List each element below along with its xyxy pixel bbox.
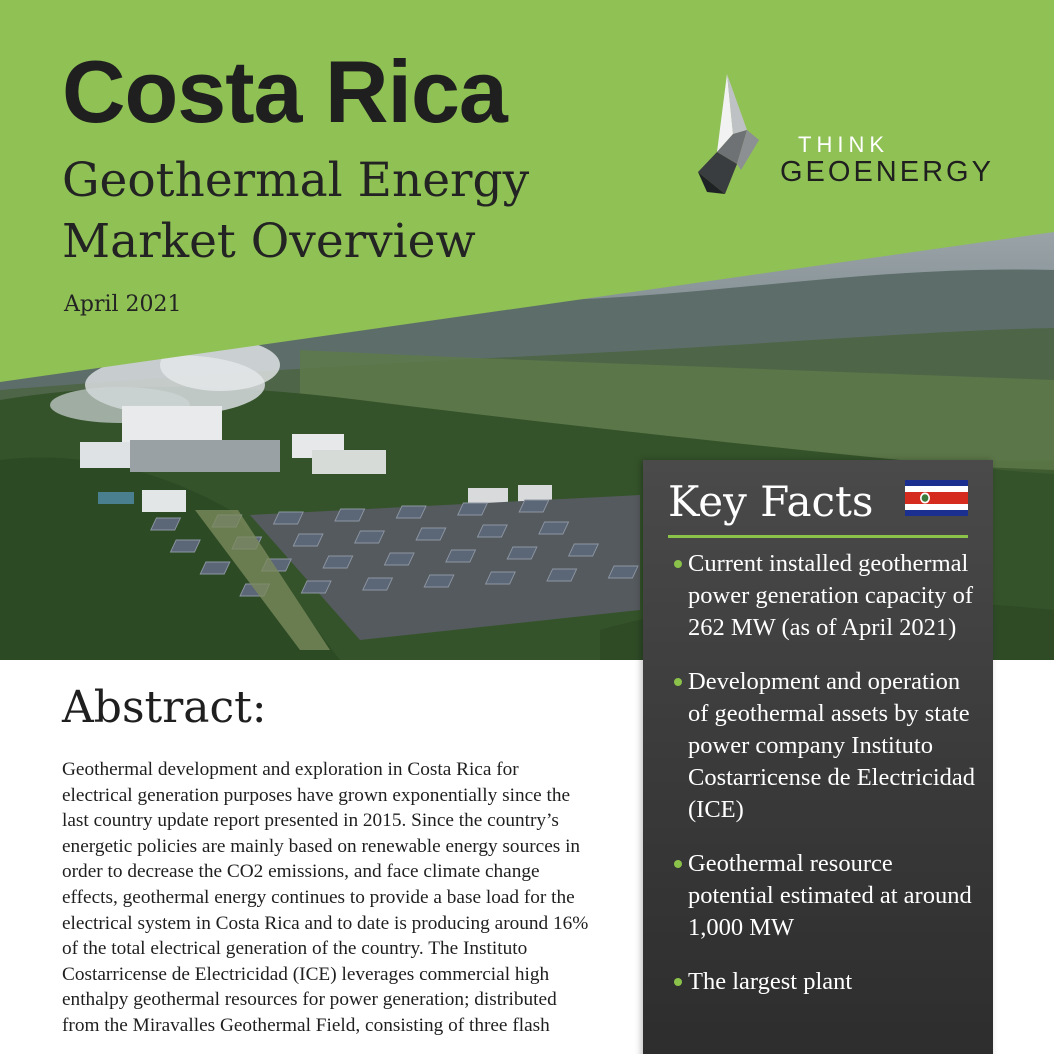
report-subtitle: Geothermal Energy Market Overview (62, 153, 530, 269)
bullet-dot-icon (674, 978, 682, 986)
costa-rica-flag-icon (905, 480, 968, 516)
key-facts-heading: Key Facts (668, 477, 874, 526)
key-fact-item (668, 666, 978, 826)
abstract-heading: Abstract: (62, 682, 267, 733)
key-fact-item (668, 848, 978, 944)
key-fact-text: Current installed geothermal power generation capacity of 262 MW (as of April 2021) (688, 550, 974, 641)
bullet-dot-icon (674, 678, 682, 686)
report-title: Costa Rica (62, 42, 507, 141)
key-fact-text: Geothermal resource potential estimated at around 1,000 MW (688, 850, 972, 941)
bullet-dot-icon (674, 560, 682, 568)
geoenergy-crystal-icon (695, 74, 765, 196)
logo-geoenergy-text: GEOENERGY (780, 156, 994, 188)
key-facts-divider (668, 535, 968, 538)
key-fact-text: Development and operation of geothermal assets by state power company Instituto Costarricense de Electricidad (ICE) (688, 668, 976, 823)
key-fact-item (668, 548, 978, 644)
key-fact-text: The largest plant (688, 968, 853, 995)
bullet-dot-icon (674, 860, 682, 868)
title-banner (0, 0, 1054, 400)
key-facts-panel (643, 460, 993, 1054)
key-facts-list (668, 548, 978, 1020)
key-fact-item (668, 966, 978, 998)
think-geoenergy-logo (695, 74, 1005, 204)
abstract-body: Geothermal development and exploration in Costa Rica for electrical generation purposes have grown exponentially since the last country update report presented in 2015. Since the country’s energetic policies are mainly based on renewable energy sources in order to decrease the CO2 emissions, and face climate change effects, geothermal energy continues to provide a base load for the electrical system in Costa Rica and to date is producing around 16% of the total electrical generation of the country. The Instituto Costarricense de Electricidad (ICE) leverages commercial high enthalpy geothermal resources for power generation; distributed from the Miravalles Geothermal Field, consisting of three flash (62, 759, 589, 1036)
report-date: April 2021 (64, 292, 182, 317)
logo-think-text: THINK (798, 132, 889, 157)
